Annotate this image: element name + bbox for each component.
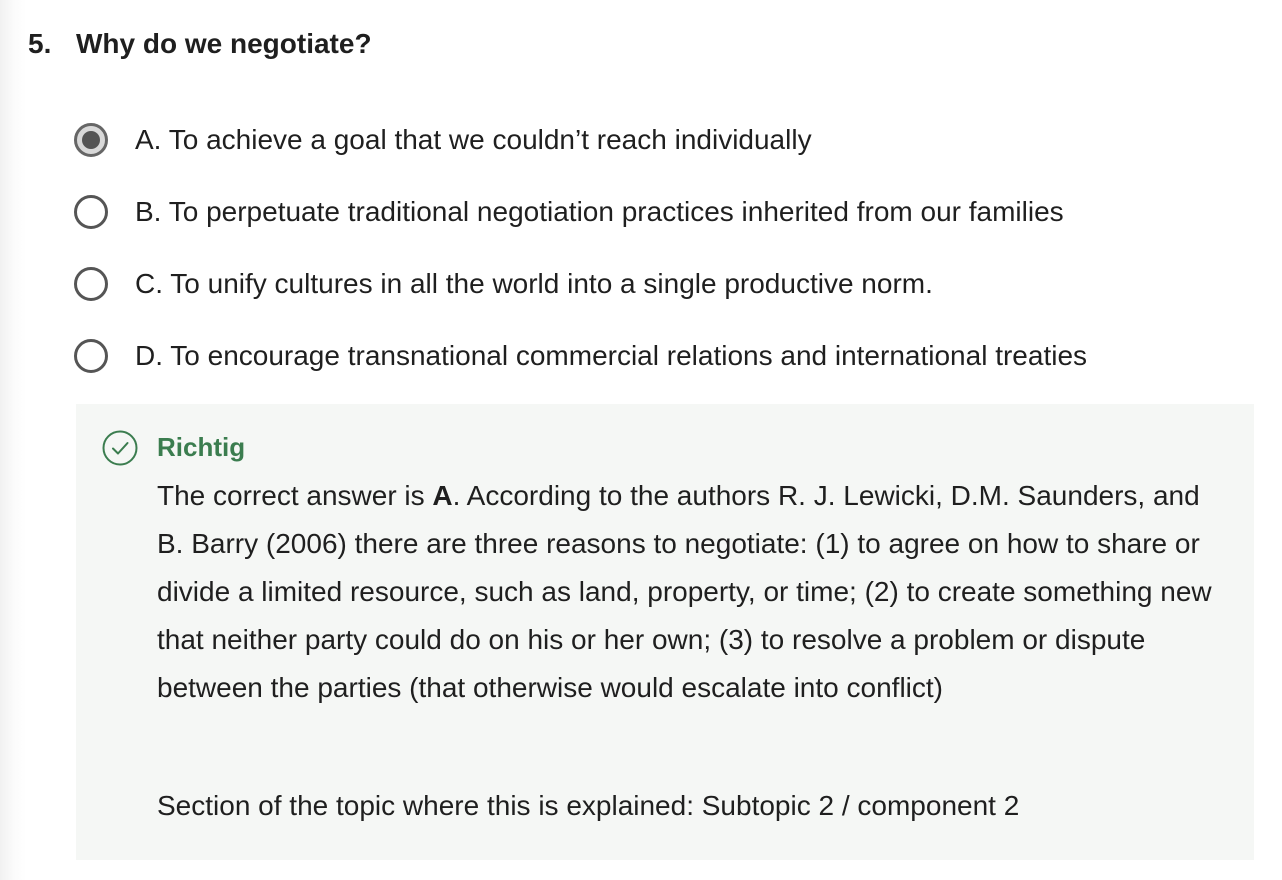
feedback-panel [76, 404, 1254, 860]
answer-options [74, 112, 1254, 400]
option-c[interactable] [74, 256, 1254, 312]
feedback-status: Richtig [157, 432, 246, 462]
radio-button[interactable] [74, 195, 108, 229]
option-label: D. To encourage transnational commercial relations and international treaties [135, 340, 1088, 371]
question-heading [28, 28, 372, 60]
option-d[interactable] [74, 328, 1254, 384]
option-label: B. To perpetuate traditional negotiation practices inherited from our families [135, 196, 1064, 227]
option-label: A. To achieve a goal that we couldn’t reach individually [135, 124, 812, 155]
radio-button[interactable] [74, 267, 108, 301]
answer-letter: A [432, 480, 453, 511]
feedback-explanation [157, 472, 1217, 712]
radio-button[interactable] [74, 339, 108, 373]
explanation-text: . According to the authors R. J. Lewicki, D.M. Saunders, and B. Barry (2006) there are three reasons to negotiate: (1) to agree on how to share or divide a limited resource, such as land, property, or time; (2) to create something new that neither party could do on his or her own; (3) to resolve a problem or dispute between the parties (that otherwise would escalate into conflict) [157, 480, 1212, 703]
answer-prefix: The correct answer is [157, 480, 433, 511]
question-number: 5. [28, 28, 52, 59]
option-b[interactable] [74, 184, 1254, 240]
question-text: Why do we negotiate? [76, 28, 372, 59]
option-label: C. To unify cultures in all the world into a single productive norm. [135, 268, 933, 299]
check-circle-icon [102, 430, 138, 466]
option-a[interactable] [74, 112, 1254, 168]
radio-button-selected[interactable] [74, 123, 108, 157]
feedback-section-reference: Section of the topic where this is explained: Subtopic 2 / component 2 [157, 790, 1020, 821]
